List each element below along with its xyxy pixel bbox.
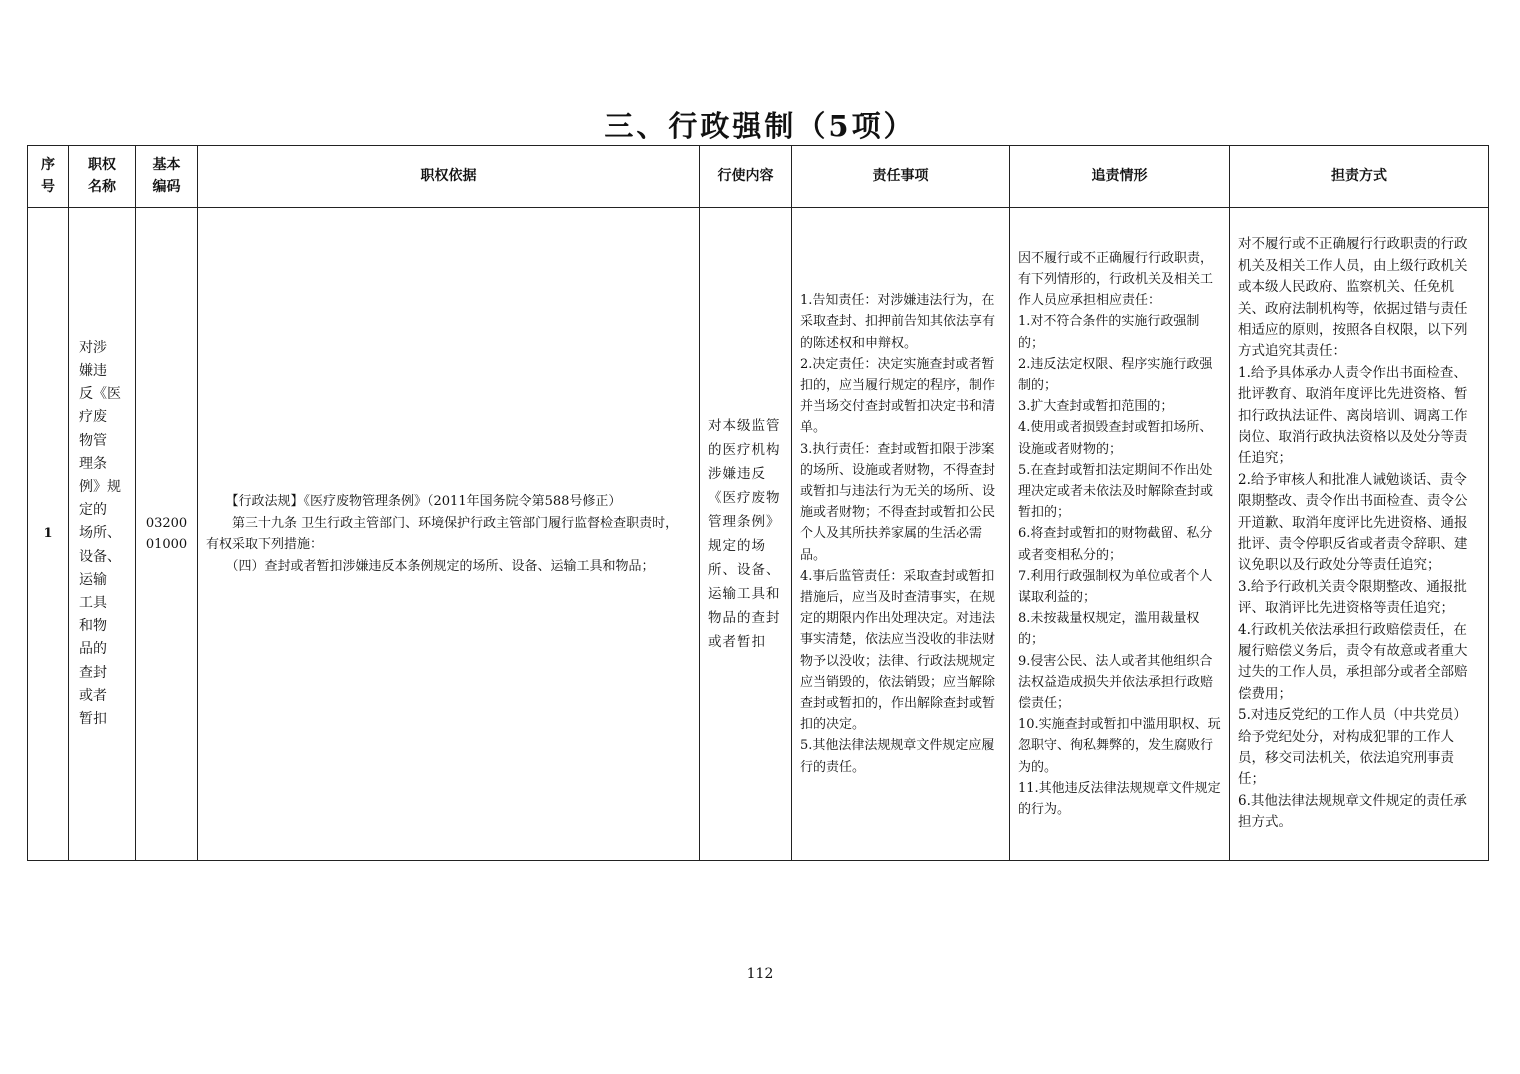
- cell-code: 03200 01000: [136, 208, 198, 861]
- page-title: 三、行政强制（5项）: [604, 109, 916, 143]
- header-basis: 职权依据: [198, 146, 700, 208]
- cell-basis: 【行政法规】《医疗废物管理条例》（2011年国务院令第588号修正） 第三十九条 卫生行政主管部门、环境保护行政主管部门履行监督检查职责时，有权采取下列措施： （四）查封或者暂扣涉嫌违反本条例规定的场所、设备、运输工具和物品；: [198, 208, 700, 861]
- table-row: [28, 208, 1489, 861]
- header-content: 行使内容: [700, 146, 792, 208]
- header-method: 担责方式: [1230, 146, 1489, 208]
- cell-method: 对不履行或不正确履行行政职责的行政机关及相关工作人员，由上级行政机关或本级人民政府、监察机关、任免机关、政府法制机构等，依据过错与责任相适应的原则，按照各自权限，以下列方式追究其责任： 1.给予具体承办人责令作出书面检查、批评教育、取消年度评比先进资格、暂扣行政执法证件、离岗培训、调离工作岗位、取消行政执法资格以及处分等责任追究； 2.给予审核人和批准人诫勉谈话、责令限期整改、责令作出书面检查、责令公开道歉、取消年度评比先进资格、通报批评、责令停职反省或者责令辞职、建议免职以及行政处分等责任追究； 3.给予行政机关责令限期整改、通报批评、取消评比先进资格等责任追究； 4.行政机关依法承担行政赔偿责任，在履行赔偿义务后，责令有故意或者重大过失的工作人员，承担部分或者全部赔偿费用； 5.对违反党纪的工作人员（中共党员）给予党纪处分，对构成犯罪的工作人员，移交司法机关，依法追究刑事责任； 6.其他法律法规规章文件规定的责任承担方式。: [1230, 208, 1489, 861]
- header-code: 基本 编码: [136, 146, 198, 208]
- page-number: 112: [746, 966, 774, 982]
- cell-responsibility: 1.告知责任：对涉嫌违法行为，在采取查封、扣押前告知其依法享有的陈述权和申辩权。 2.决定责任：决定实施查封或者暂扣的，应当履行规定的程序，制作并当场交付查封或暂扣决定书和清单。 3.执行责任：查封或暂扣限于涉案的场所、设施或者财物，不得查封或暂扣与违法行为无关的场所、设施或者财物；不得查封或暂扣公民个人及其所扶养家属的生活必需品。 4.事后监管责任：采取查封或暂扣措施后，应当及时查清事实，在规定的期限内作出处理决定。对违法事实清楚，依法应当没收的非法财物予以没收；法律、行政法规规定应当销毁的，依法销毁；应当解除查封或暂扣的，作出解除查封或暂扣的决定。 5.其他法律法规规章文件规定应履行的责任。: [792, 208, 1010, 861]
- cell-content: 对本级监管的医疗机构涉嫌违反《医疗废物管理条例》规定的场所、设备、运输工具和物品的查封或者暂扣: [700, 208, 792, 861]
- cell-seq: 1: [28, 208, 69, 861]
- header-seq: 序 号: [28, 146, 69, 208]
- header-pursuit: 追责情形: [1010, 146, 1230, 208]
- header-name: 职权 名称: [69, 146, 136, 208]
- cell-name: 对涉 嫌违 反《医 疗废 物管 理条 例》规 定的 场所、 设备、 运输 工具 和物 品的 查封 或者 暂扣: [69, 208, 136, 861]
- cell-pursuit: 因不履行或不正确履行行政职责，有下列情形的，行政机关及相关工作人员应承担相应责任： 1.对不符合条件的实施行政强制的； 2.违反法定权限、程序实施行政强制的； 3.扩大查封或暂扣范围的； 4.使用或者损毁查封或暂扣场所、设施或者财物的； 5.在查封或暂扣法定期间不作出处理决定或者未依法及时解除查封或暂扣的； 6.将查封或暂扣的财物截留、私分或者变相私分的； 7.利用行政强制权为单位或者个人谋取利益的； 8.未按裁量权规定，滥用裁量权的； 9.侵害公民、法人或者其他组织合法权益造成损失并依法承担行政赔偿责任； 10.实施查封或暂扣中滥用职权、玩忽职守、徇私舞弊的，发生腐败行为的。 11.其他违反法律法规规章文件规定的行为。: [1010, 208, 1230, 861]
- header-responsibility: 责任事项: [792, 146, 1010, 208]
- table-header-row: [28, 146, 1489, 208]
- powers-table: [27, 145, 1489, 861]
